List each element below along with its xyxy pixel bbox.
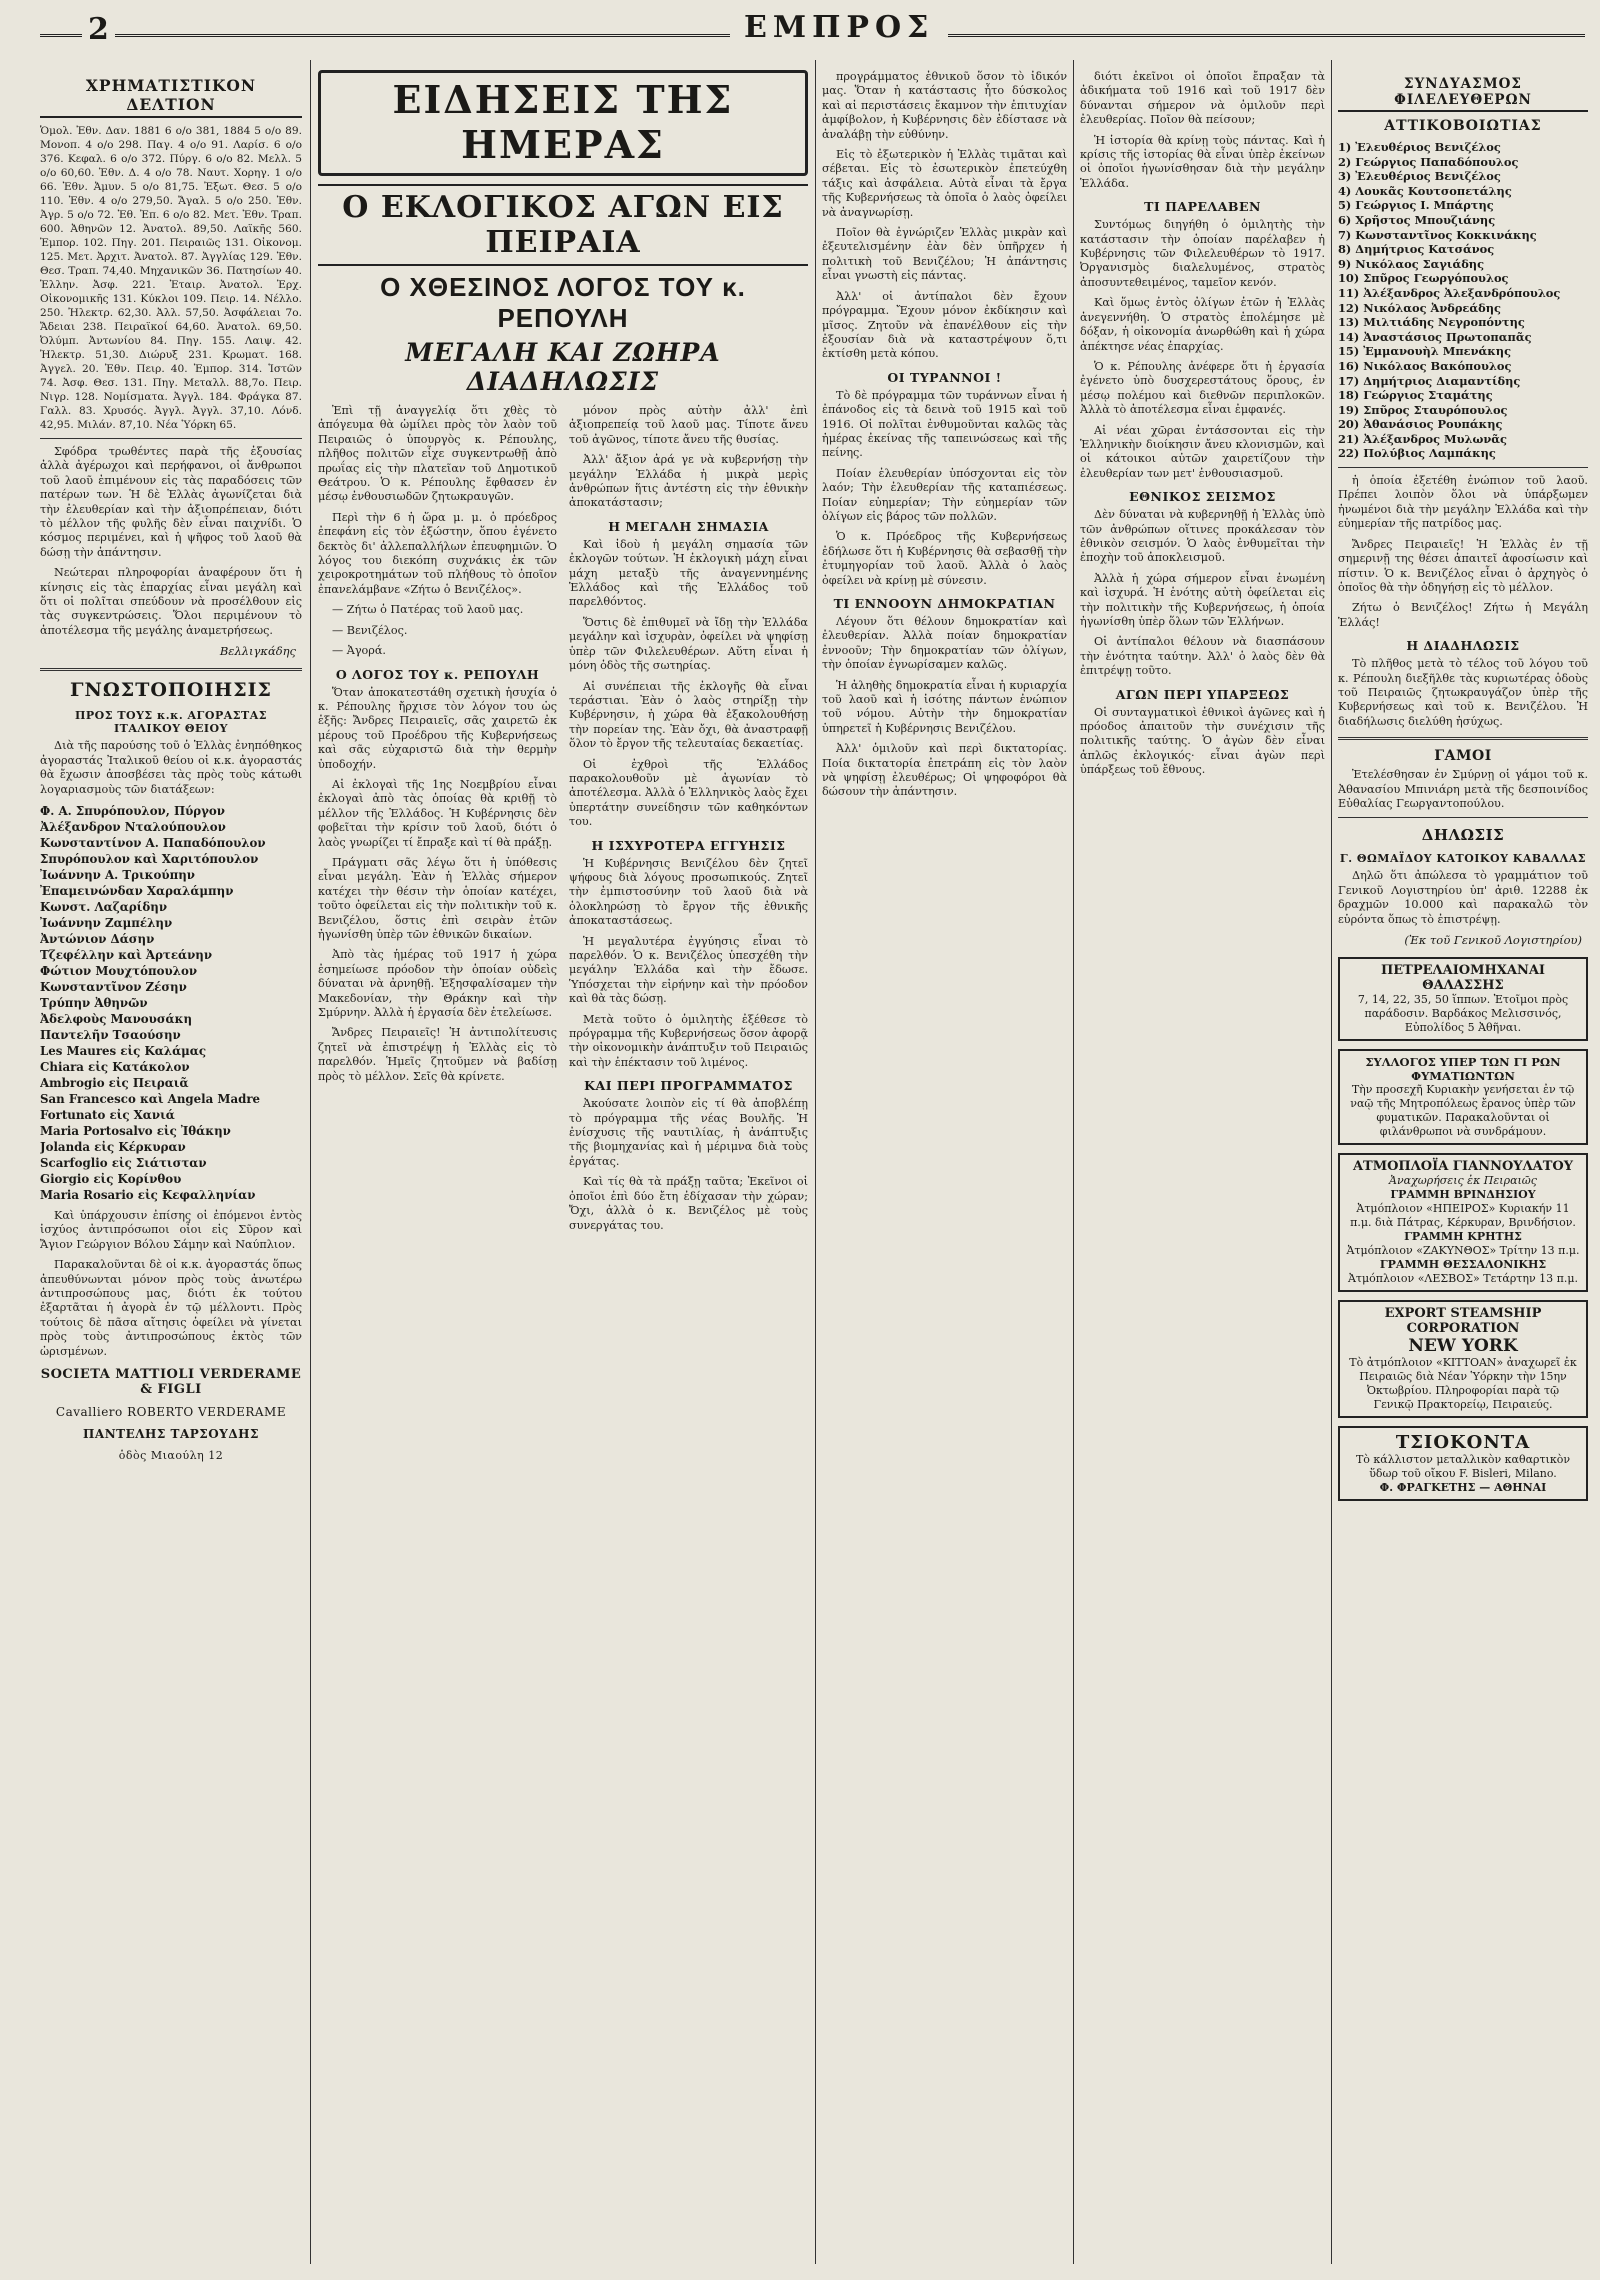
list-item: Maria Portosalvo εἰς Ἰθάκην bbox=[40, 1123, 231, 1138]
section-text bbox=[569, 1097, 808, 1233]
paragraph: Εἰς τὸ ἐξωτερικὸν ἡ Ἑλλὰς τιμᾶται καὶ σέβεται. Εἰς τὸ ἐσωτερικὸν ἐπετεύχθη τάξις καὶ ἀσφάλεια. Αὐτὰ εἶναι τὰ ἔργα τῆς Κυβερνήσεως τὰ ὁποῖα ὁ λαὸς ὀφείλει νὰ ἀναγνωρίσῃ. bbox=[822, 148, 1067, 219]
paragraph: — Ζήτω ὁ Πατέρας τοῦ λαοῦ μας. bbox=[332, 603, 524, 617]
list-item: Ἀλέξανδρον Νταλούπουλον bbox=[40, 819, 226, 834]
paragraph: Ἀλλ' ὁμιλοῦν καὶ περὶ δικτατορίας. Ποία δικτατορία ἐπετράπη εἰς τὸν λαὸν νὰ ψηφίσῃ ἐλευθέρως; Οἱ ψηφοφόροι θὰ δώσουν τὴν ἀπάντησιν. bbox=[822, 742, 1067, 799]
declaration-title: ΔΗΛΩΣΙΣ bbox=[1421, 826, 1505, 845]
paragraph: Ἡ μεγαλυτέρα ἐγγύησις εἶναι τὸ παρελθόν. Ὁ κ. Βενιζέλος ὑπεσχέθη τὴν μεγάλην Ἑλλάδα καὶ τὴν ἔδωσε. Ὑπόσχεται τὴν εἰρήνην καὶ τὴν πρόοδον καὶ θὰ τὰς δώσῃ. bbox=[569, 934, 808, 1006]
column-2 bbox=[318, 70, 808, 2260]
section-banner-text: ΕΙΔΗΣΕΙΣ ΤΗΣ ΗΜΕΡΑΣ bbox=[392, 77, 734, 167]
article-continued bbox=[569, 404, 808, 511]
section-text bbox=[1080, 218, 1325, 481]
list-item: Τρύπην Ἀθηνῶν bbox=[40, 995, 148, 1010]
divider bbox=[1338, 737, 1588, 740]
paragraph: Οἱ συνταγματικοὶ ἐθνικοὶ ἀγῶνες καὶ ἡ πρόοδος ἀπαιτοῦν τὴν συνέχισιν τῆς πολιτικῆς ταύτης. Ὁ ἀγὼν δὲν εἶναι ἁπλῶς ἐκλογικός· εἶναι ἀγὼν περὶ ὑπάρξεως τοῦ ἔθνους. bbox=[1080, 705, 1325, 777]
candidates-list bbox=[1338, 140, 1588, 461]
ad-text: Τὸ ἀτμόπλοιον «ΚΙΤΤΟΑΝ» ἀναχωρεῖ ἐκ Πειραιῶς διὰ Νέαν Ὑόρκην τὴν 15ην Ὀκτωβρίου. Πληροφορίαι παρὰ τῷ Γενικῷ Πρακτορείῳ, Πειραιεύς. bbox=[1349, 1356, 1577, 1411]
section-text bbox=[1080, 706, 1325, 778]
section-heading: Ο ΛΟΓΟΣ ΤΟΥ κ. ΡΕΠΟΥΛΗ bbox=[335, 666, 540, 682]
declaration-text: Δηλῶ ὅτι ἀπώλεσα τὸ γραμμάτιον τοῦ Γενικοῦ Λογιστηρίου ὑπ' ἀριθ. 12288 ἐκ δραχμῶν 10.000 καὶ παρακαλῶ τὸν εὑρόντα ὅπως τὸ ἐπιστρέψῃ. bbox=[1338, 869, 1588, 926]
column-divider bbox=[310, 60, 311, 2264]
masthead-strip bbox=[40, 10, 1585, 54]
paragraph: Καὶ ὅμως ἐντὸς ὀλίγων ἐτῶν ἡ Ἑλλὰς ἀνεγεννήθη. Ὁ στρατὸς ἐπολέμησε μὲ δόξαν, ἡ οἰκονομία ἀνωρθώθη καὶ ἡ χώρα ἀπέκτησε νέας ἐπαρχίας. bbox=[1080, 296, 1325, 353]
section-heading: ΕΘΝΙΚΟΣ ΣΕΙΣΜΟΣ bbox=[1129, 489, 1276, 505]
paragraph: Ἡ Κυβέρνησις Βενιζέλου δὲν ζητεῖ ψήφους διὰ λόγους προσωπικούς. Ζητεῖ τὴν ἐμπιστοσύνην τοῦ λαοῦ διὰ νὰ ὁλοκληρώσῃ τὸ ἔργον τῆς ἐθνικῆς ἀποκαταστάσεως. bbox=[569, 856, 808, 928]
list-item: 10) Σπῦρος Γεωργόπουλος bbox=[1338, 271, 1509, 286]
paragraph: Ζήτω ὁ Βενιζέλος! Ζήτω ἡ Μεγάλη Ἑλλάς! bbox=[1338, 601, 1588, 629]
list-item: 14) Ἀναστάσιος Πρωτοπαπᾶς bbox=[1338, 329, 1532, 344]
column-4 bbox=[1080, 70, 1325, 2260]
ad-signature: Φ. ΦΡΑΓΚΕΤΗΣ — ΑΘΗΝΑΙ bbox=[1379, 1481, 1547, 1494]
advertisement bbox=[1338, 1300, 1588, 1418]
list-item: Τζεφέλλην καὶ Ἀρτεάνην bbox=[40, 947, 213, 962]
paragraph: ἡ ὁποία ἐξετέθη ἐνώπιον τοῦ λαοῦ. Πρέπει λοιπὸν ὅλοι νὰ ὑπάρξωμεν ἡνωμένοι διὰ τὴν μεγάλην Ἑλλάδα καὶ τὴν εὐημερίαν τῆς πατρίδος μας. bbox=[1338, 474, 1588, 531]
agents-list bbox=[40, 803, 302, 1203]
list-item: 4) Λουκᾶς Κουτσοπετάλης bbox=[1338, 183, 1512, 198]
advertisement bbox=[1338, 957, 1588, 1041]
paragraph: Αἱ νέαι χῶραι ἐντάσσονται εἰς τὴν Ἑλληνικὴν διοίκησιν ἄνευ κλονισμῶν, καὶ οἱ κάτοικοι αὐτῶν χαιρετίζουν τὴν ἐλευθερίαν των μετ' ἐνθουσιασμοῦ. bbox=[1080, 423, 1325, 480]
paragraph: Καὶ ἰδοὺ ἡ μεγάλη σημασία τῶν ἐκλογῶν τούτων. Ἡ ἐκλογικὴ μάχη εἶναι μάχη μεταξὺ τῆς ἀναγεννημένης Ἑλλάδος καὶ τῆς Ἑλλάδος τοῦ παρελθόντος. bbox=[569, 537, 808, 609]
article-continued bbox=[1080, 70, 1325, 191]
paper-name: ΕΜΠΡΟΣ bbox=[730, 10, 948, 45]
section-heading: ΤΙ ΕΝΝΟΟΥΝ ΔΗΜΟΚΡΑΤΙΑΝ bbox=[833, 596, 1056, 611]
section-text bbox=[822, 389, 1067, 588]
paragraph: Ἀλλὰ ἡ χώρα σήμερον εἶναι ἑνωμένη καὶ ἰσχυρά. Ἡ ἑνότης αὐτὴ ὀφείλεται εἰς τὴν πολιτικὴν τῆς Κυβερνήσεως, ἡ ὁποία ἠγωνίσθη ὑπὲρ ὅλων τῶν Ἑλλήνων. bbox=[1080, 571, 1325, 628]
article-columns bbox=[318, 404, 808, 1239]
paragraph: προγράμματος ἐθνικοῦ ὅσον τὸ ἰδικόν μας. Ὅταν ἡ κατάστασις ἦτο δύσκολος καὶ αἱ περιστάσεις ἔκαμνον τὴν ἐπιτυχίαν ἀμφίβολον, ἡ Κυβέρνησις δὲν ἐδίστασε νὰ ἀναλάβῃ τὴν εὐθύνην. bbox=[822, 70, 1067, 141]
ad-line: Ἀτμόπλοιον «ΗΠΕΙΡΟΣ» Κυριακήν 11 π.μ. διὰ Πάτρας, Κέρκυραν, Βρινδήσιον. bbox=[1350, 1202, 1576, 1229]
paragraph: Ἡ ἀληθὴς δημοκρατία εἶναι ἡ κυριαρχία τοῦ λαοῦ καὶ ἡ ἰσότης πάντων ἐνώπιον τοῦ νόμου. Αὐτὴν τὴν δημοκρατίαν ὑπηρετεῖ ἡ Κυβέρνησις Βενιζέλου. bbox=[822, 678, 1067, 735]
paragraph: Ὅταν ἀποκατεστάθη σχετικὴ ἡσυχία ὁ κ. Ρέπουλης ἤρχισε τὸν λόγον του ὡς ἑξῆς: Ἄνδρες Πειραιεῖς, σᾶς χαιρετῶ ἐκ μέρους τοῦ Προέδρου τῆς Κυβερνήσεως καὶ σᾶς εὐχαριστῶ διὰ τὴν θερμὴν ὑποδοχήν. bbox=[318, 685, 557, 771]
paragraph: Ἄνδρες Πειραιεῖς! Ἡ Ἑλλὰς ἐν τῇ σημερινῇ της θέσει ἀπαιτεῖ ἀφοσίωσιν καὶ πίστιν. Ὁ κ. Βενιζέλος εἶναι ὁ ἀρχηγὸς ὁ ὁποῖος θὰ τὴν ὁδηγήσῃ εἰς τὸ μέλλον. bbox=[1338, 537, 1588, 594]
list-item: 12) Νικόλαος Ἀνδρεάδης bbox=[1338, 300, 1501, 315]
ticket-region: ΑΤΤΙΚΟΒΟΙΩΤΙΑΣ bbox=[1384, 118, 1542, 134]
page-number: 2 bbox=[82, 12, 115, 47]
advertisement bbox=[1338, 1426, 1588, 1501]
list-item: Φ. Α. Σπυρόπουλον, Πύργον bbox=[40, 803, 225, 818]
ad-line: Ἀτμόπλοιον «ΛΕΣΒΟΣ» Τετάρτην 13 π.μ. bbox=[1347, 1272, 1579, 1285]
section-heading: ΑΓΩΝ ΠΕΡΙ ΥΠΑΡΞΕΩΣ bbox=[1115, 686, 1290, 702]
sub-headline-italic: ΜΕΓΑΛΗ ΚΑΙ ΖΩΗΡΑ ΔΙΑΔΗΛΩΣΙΣ bbox=[405, 338, 721, 396]
list-item: Σπυρόπουλον καὶ Χαριτόπουλον bbox=[40, 851, 259, 866]
divider bbox=[1338, 817, 1588, 818]
section-heading: Η ΔΙΑΔΗΛΩΣΙΣ bbox=[1406, 638, 1520, 654]
ad-title: ΤΣΙΟΚΟΝΤΑ bbox=[1395, 1432, 1531, 1453]
paragraph: Δὲν δύναται νὰ κυβερνηθῇ ἡ Ἑλλὰς ὑπὸ τῶν ἀνθρώπων οἵτινες προκάλεσαν τὸν ἐθνικὸν σεισμόν. Ὁ λαὸς ἐνθυμεῖται τὴν ἐποχὴν τοῦ ἀποκλεισμοῦ. bbox=[1080, 508, 1325, 565]
notice-subtitle: ΠΡΟΣ ΤΟΥΣ κ.κ. ΑΓΟΡΑΣΤΑΣ ΙΤΑΛΙΚΟΥ ΘΕΙΟΥ bbox=[74, 709, 268, 736]
company-owner: Cavalliero ROBERTO VERDERAME bbox=[55, 1404, 287, 1419]
company-agent: ΠΑΝΤΕΛΗΣ ΤΑΡΣΟΥΔΗΣ bbox=[83, 1426, 259, 1441]
list-item: Les Maures εἰς Καλάμας bbox=[40, 1043, 207, 1058]
column-divider bbox=[1331, 60, 1332, 2264]
paragraph: — Βενιζέλος. bbox=[332, 623, 408, 637]
declaration-subtitle: Γ. ΘΩΜΑΪΔΟΥ ΚΑΤΟΙΚΟΥ ΚΑΒΑΛΛΑΣ bbox=[1339, 852, 1587, 866]
paragraph: — Ἀγορά. bbox=[332, 644, 386, 658]
list-item: Κωνσταντίνον Α. Παπαδόπουλον bbox=[40, 835, 266, 850]
article-left-column bbox=[318, 404, 557, 1239]
paragraph: Ἐπὶ τῇ ἀναγγελίᾳ ὅτι χθὲς τὸ ἀπόγευμα θὰ ὡμίλει πρὸς τὸν λαὸν τοῦ Πειραιῶς ὁ ὑπουργὸς κ. Ρέπουλης, πλῆθος πολιτῶν εἶχε συγκεντρωθῇ ἀπὸ πρωΐας εἰς τὴν πλατεῖαν τοῦ Δημοτικοῦ Θεάτρου. Ὁ κ. Ρέπουλης ἔφθασεν ἐν μέσῳ ἐνθουσιωδῶν ζητωκραυγῶν. bbox=[318, 404, 557, 504]
article-text: Σφόδρα τρωθέντες παρὰ τῆς ἐξουσίας ἀλλὰ ἀγέρωχοι καὶ περήφανοι, οἱ ἄνθρωποι τοῦ λαοῦ ἐπιμένουν εἰς τὰς παραδόσεις τῶν πατέρων των. Ἡ δὲ Ἑλλὰς ἀγωνίζεται διὰ τὴν ἐλευθερίαν καὶ τὴν ἀξιοπρέπειαν, διότι τὸ μέλλον τῆς φυλῆς δὲν εἶναι παιχνίδι. Ὁ κόσμος περιμένει, καὶ ἡ ψῆφος τοῦ λαοῦ θὰ δώσῃ τὴν ἀπάντησιν. bbox=[40, 445, 302, 559]
paragraph: Ἡ ἱστορία θὰ κρίνῃ τοὺς πάντας. Καὶ ἡ κρίσις τῆς ἱστορίας θὰ εἶναι ὑπὲρ ἐκείνων οἱ ὁποῖοι ἠγωνίσθησαν διὰ τὴν μεγάλην Ἑλλάδα. bbox=[1080, 133, 1325, 190]
notice-text: Καὶ ὑπάρχουσιν ἐπίσης οἱ ἐπόμενοι ἐντὸς ἰσχύος ἀντιπρόσωποι οἷοι εἰς Σῦρον καὶ Ἄγιον Γεώργιον Βόλου Σάμην καὶ Ναύπλιον. bbox=[40, 1208, 302, 1251]
section-text bbox=[822, 615, 1067, 800]
paragraph: Ὅστις δὲ ἐπιθυμεῖ νὰ ἴδῃ τὴν Ἑλλάδα μεγάλην καὶ ἰσχυρὰν, ὀφείλει νὰ ψηφίσῃ ὑπὲρ τῶν Φιλελευθέρων. Αὕτη εἶναι ἡ μόνη ὁδὸς τῆς σωτηρίας. bbox=[569, 615, 808, 673]
article-signature: Βελλιγκάδης bbox=[219, 644, 296, 659]
declaration-signature: (Ἐκ τοῦ Γενικοῦ Λογιστηρίου) bbox=[1404, 933, 1582, 947]
section-text: Τὸ πλῆθος μετὰ τὸ τέλος τοῦ λόγου τοῦ κ. Ρέπουλη διεξῆλθε τὰς κυριωτέρας ὁδοὺς τοῦ Πειραιῶς ζητωκραυγάζον ὑπὲρ τῆς Κυβερνήσεως καὶ τοῦ κ. Βενιζέλου. Ἡ διαδήλωσις διελύθη ἡσύχως. bbox=[1338, 657, 1588, 728]
list-item: Chiara εἰς Κατάκολον bbox=[40, 1059, 190, 1074]
ad-lines bbox=[1346, 1188, 1580, 1286]
list-item: 11) Ἀλέξανδρος Ἀλεξανδρόπουλος bbox=[1338, 285, 1561, 300]
paragraph: Μετὰ τοῦτο ὁ ὁμιλητὴς ἐξέθεσε τὸ πρόγραμμα τῆς Κυβερνήσεως ὅσον ἀφορᾷ τὴν οἰκονομικὴν ἀνάπτυξιν τοῦ Πειραιῶς καὶ τὴν ἐπέκτασιν τοῦ λιμένος. bbox=[569, 1012, 808, 1069]
paragraph: μόνον πρὸς αὐτὴν ἀλλ' ἐπὶ ἀξιοπρεπείᾳ τοῦ λαοῦ μας. Τίποτε ἄνευ τοῦ ἀγῶνος, τίποτε ἄνευ τῆς θυσίας. bbox=[569, 404, 808, 446]
section-heading: Η ΜΕΓΑΛΗ ΣΗΜΑΣΙΑ bbox=[608, 518, 769, 534]
list-item: Ἀδελφοὺς Μανουσάκη bbox=[40, 1011, 193, 1026]
list-item: 5) Γεώργιος Ι. Μπάρτης bbox=[1338, 198, 1494, 213]
article-intro bbox=[318, 404, 557, 659]
paragraph: Τὸ δὲ πρόγραμμα τῶν τυράννων εἶναι ἡ ἐπάνοδος εἰς τὰ δεινὰ τοῦ 1915 καὶ τοῦ 1916. Οἱ πολῖται ἐνθυμοῦνται καλῶς τὰς ἡμέρας ἐκείνας τῆς ταπεινώσεως καὶ τῆς πείνης. bbox=[822, 388, 1067, 460]
company-address: ὁδὸς Μιαούλη 12 bbox=[118, 1448, 224, 1462]
ad-title: ΠΕΤΡΕΛΑΙΟΜΗΧΑΝΑΙ ΘΑΛΑΣΣΗΣ bbox=[1380, 963, 1546, 993]
paragraph: Ἄνδρες Πειραιεῖς! Ἡ ἀντιπολίτευσις ζητεῖ νὰ ἐπιστρέψῃ ἡ Ἑλλὰς εἰς τὸ παρελθόν. Ἡμεῖς ζητοῦμεν νὰ βαδίσῃ πρὸς τὸ μέλλον. Σεῖς θὰ κρίνετε. bbox=[318, 1026, 557, 1083]
company-name: SOCIETA MATTIOLI VERDERAME & FIGLI bbox=[40, 1366, 302, 1397]
paragraph: Συντόμως διηγήθη ὁ ὁμιλητὴς τὴν κατάστασιν τὴν ὁποίαν παρέλαβεν ἡ Κυβέρνησις τῶν Φιλελευθέρων τὸ 1917. Ὀργανισμὸς διαλελυμένος, στρατὸς ἀποσυντεθειμένος, ταμεῖον κενόν. bbox=[1080, 218, 1325, 289]
speech-text bbox=[318, 686, 557, 1085]
list-item: 18) Γεώργιος Σταμάτης bbox=[1338, 388, 1493, 403]
list-item: Κωνστ. Λαζαρίδην bbox=[40, 899, 168, 914]
list-item: Ambrogio εἰς Πειραιᾶ bbox=[40, 1075, 189, 1090]
section-text: Ἐτελέσθησαν ἐν Σμύρνῃ οἱ γάμοι τοῦ κ. Ἀθανασίου Μπινιάρη μετὰ τῆς δεσποινίδος Εὐθαλίας Γεωργαντοπούλου. bbox=[1338, 768, 1588, 810]
list-item: Jolanda εἰς Κέρκυραν bbox=[40, 1139, 186, 1154]
list-item: Ἰωάννην Ζαμπέλην bbox=[40, 915, 173, 930]
notice-text: Παρακαλοῦνται δὲ οἱ κ.κ. ἀγοραστάς ὅπως ἀπευθύνωνται μόνον πρὸς τοὺς ἀνωτέρω ἀντιπροσώπους μας, διότι ἐκ τούτου ἐξαρτᾶται ἡ ἀγορὰ ἐν τῷ μέλλοντι. Πρὸς τούτοις δὲ πᾶσα αἴτησις ὁφείλει νὰ γίνεται πρὸς τοὺς ἀντιπροσώπους ἐκτὸς τῶν ὡρισμένων. bbox=[40, 1258, 302, 1358]
paragraph: διότι ἐκεῖνοι οἱ ὁποῖοι ἔπραξαν τὰ ἀδικήματα τοῦ 1916 καὶ τοῦ 1917 δὲν δύνανται σήμερον νὰ ὁμιλοῦν περὶ ἐλευθερίας. Ποῖον θὰ πείσουν; bbox=[1080, 70, 1325, 127]
column-divider bbox=[815, 60, 816, 2264]
paragraph: Ἀλλ' ἄξιον ἀρά γε νὰ κυβερνήσῃ τὴν μεγάλην Ἑλλάδα ἡ μικρὰ μερὶς ἀνθρώπων ἥτις ἀντέστη εἰς τὴν ἐθνικὴν ἀποκατάστασιν; bbox=[569, 453, 808, 510]
section-heading: ΓΑΜΟΙ bbox=[1434, 748, 1492, 765]
list-item: Φώτιον Μουχτόπουλον bbox=[40, 963, 198, 978]
section-text bbox=[569, 538, 808, 830]
list-item: 16) Νικόλαος Βακόπουλος bbox=[1338, 358, 1512, 373]
ticket-title: ΣΥΝΔΥΑΣΜΟΣ ΦΙΛΕΛΕΥΘΕΡΩΝ bbox=[1338, 76, 1588, 112]
list-item: 17) Δημήτριος Διαμαντίδης bbox=[1338, 373, 1521, 388]
advertisement bbox=[1338, 1049, 1588, 1145]
list-item: Ἐπαμεινώνδαν Χαραλάμπην bbox=[40, 883, 234, 898]
list-item: 7) Κωνσταντῖνος Κοκκινάκης bbox=[1338, 227, 1537, 242]
list-item: Ἀντώνιον Δάσην bbox=[40, 931, 155, 946]
paragraph: Ποῖον θὰ ἐγνώριζεν Ἑλλὰς μικρὰν καὶ ἐξευτελισμένην ἐὰν δὲν ὑπῆρχεν ἡ πολιτικὴ τοῦ Βενιζέλου; Ἡ ἀπάντησις εἶναι γνωστὴ εἰς πάντας. bbox=[822, 226, 1067, 283]
ad-title: EXPORT STEAMSHIP CORPORATION bbox=[1384, 1306, 1542, 1336]
section-heading: ΟΙ ΤΥΡΑΝΝΟΙ ! bbox=[887, 369, 1002, 385]
list-item: San Francesco καὶ Angela Madre bbox=[40, 1091, 261, 1106]
market-bulletin-text: Ὁμολ. Ἐθν. Δαν. 1881 6 ο/ο 381, 1884 5 ο/ο 89. Μονοπ. 4 ο/ο 298. Παγ. 4 ο/ο 91. Λαρίσ. 6 ο/ο 376. Κεφαλ. 6 ο/ο 372. Πύργ. 6 ο/ο 82. Μελλ. 5 ο/ο 60,60. Ἐθν. Δ. 4 ο/ο 78. Ναυτ. Χορηγ. 1 ο/ο 66. Ἐθν. Ἀμυν. 5 ο/ο 81,75. Ἐξωτ. Θεσ. 5 ο/ο 110. Ἐθν. 4 ο/ο 279,50. Ἄγαλ. 5 ο/ο 250. Ἐθν. Ἀγρ. 5 ο/ο 72. Ἐθ. Ἐπ. 6 ο/ο 82. Μετ. Ἐθν. Τραπ. 600. Ἀθηνῶν 12. Ἀνατολ. 89,50. Λαϊκῆς 560. Ἐμπορ. 102. Πηγ. 201. Πειραιῶς 131. Οἰκονομ. 125. Μετ. Ἀρχιτ. Ἀνατολ. 87. Ἀγγλίας 129. Ἐθν. Θεσ. Τραπ. 74,40. Μηχανικῶν 36. Πατησίων 40. Ἑλλην. Ἀσφ. 221. Ἐταιρ. Ἀνατολ. Ἐρχ. Οἰκονομικῆς 131. Κύκλοι 109. Πειρ. 14. Νέλλο. 250. Ἠλεκτρ. 62,30. Ἀλλ. 57,50. Ἀσφάλειαι 7ο. Ἄδειαι 238. Πειραϊκοί 64,60. Ἀνατολ. 69,50. Ὀλύμπ. Ἀντωνίου 84. Πηγ. 155. Λαιψ. 42. Ἠλεκτρ. 51,30. Διώρυξ 231. Κρωματ. 168. Ἀγγελ. 20. Ἐθν. Πειρ. 40. Ἐμπορ. 314. Ἱστῶν 74. Ἀσφ. Θεσ. 131. Πηγ. Μεταλλ. 88,7ο. Πειρ. Νιγρ. 128. Νομίσματα. Ἀγγλ. 184. Φράγκα 87. Γαλλ. 83. Χρυσός. Ἀγγλ. Ἀγγλ. 37,10. Λόνδ. 42,95. Μιλάν. 87,10. Νέα Ὑόρκη 65. bbox=[40, 125, 302, 431]
list-item: 15) Ἐμμανουὴλ Μπενάκης bbox=[1338, 344, 1512, 359]
list-item: 6) Χρῆστος Μπουζιάνης bbox=[1338, 212, 1496, 227]
section-banner bbox=[318, 70, 808, 176]
ad-subtitle: Ἀναχωρήσεις ἐκ Πειραιῶς bbox=[1389, 1174, 1537, 1187]
section-text bbox=[569, 857, 808, 1071]
section-heading: Η ΙΣΧΥΡΟΤΕΡΑ ΕΓΓΥΗΣΙΣ bbox=[591, 837, 786, 853]
paragraph: Πράγματι σᾶς λέγω ὅτι ἡ ὑπόθεσις εἶναι μεγάλη. Ἐὰν ἡ Ἑλλὰς σήμερον κατέχει τὴν θέσιν τὴν ὁποίαν κατέχει, τοῦτο ὀφείλεται εἰς τὴν πολιτικὴν τοῦ κ. Βενιζέλου, ὅστις ἐπὶ σειρὰν ἐτῶν ἠγωνίσθη ὑπὲρ τῶν ἐθνικῶν δικαίων. bbox=[318, 855, 557, 941]
list-item: 8) Δημήτριος Κατσάνος bbox=[1338, 242, 1495, 257]
paragraph: Οἱ ἀντίπαλοι θέλουν νὰ διασπάσουν τὴν ἑνότητα ταύτην. Ἀλλ' ὁ λαὸς δὲν θὰ ἐπιτρέψῃ τοῦτο. bbox=[1080, 635, 1325, 678]
column-divider bbox=[1073, 60, 1074, 2264]
advertisement bbox=[1338, 1153, 1588, 1292]
list-item: 22) Πολύβιος Λαμπάκης bbox=[1338, 446, 1496, 461]
section-heading: ΚΑΙ ΠΕΡΙ ΠΡΟΓΡΑΜΜΑΤΟΣ bbox=[584, 1078, 793, 1094]
column-3 bbox=[822, 70, 1067, 2260]
ad-line: ΓΡΑΜΜΗ ΒΡΙΝΔΗΣΙΟΥ bbox=[1390, 1188, 1536, 1201]
sub-headline: Ο ΧΘΕΣΙΝΟΣ ΛΟΓΟΣ ΤΟΥ κ. ΡΕΠΟΥΛΗ bbox=[380, 272, 746, 333]
paragraph: Αἱ συνέπειαι τῆς ἐκλογῆς θὰ εἶναι τεράστιαι. Ἐὰν ὁ λαὸς στηρίξῃ τὴν Κυβέρνησιν, ἡ χώρα θὰ ἐξακολουθήσῃ τὴν πορείαν της. Ἐὰν ὄχι, θὰ ἀναστραφῇ ὅλον τὸ ἔργον τῆς τελευταίας δεκαετίας. bbox=[569, 679, 808, 751]
ad-title: ΣΥΛΛΟΓΟΣ ΥΠΕΡ ΤΩΝ ΓΙ ΡΩΝ ΦΥΜΑΤΙΩΝΤΩΝ bbox=[1365, 1055, 1561, 1083]
main-headline: Ο ΕΚΛΟΓΙΚΟΣ ΑΓΩΝ ΕΙΣ ΠΕΙΡΑΙΑ bbox=[318, 184, 808, 266]
list-item: Παντελῆν Τσαούσην bbox=[40, 1027, 181, 1042]
ad-city: NEW YORK bbox=[1408, 1336, 1518, 1356]
list-item: 9) Νικόλαος Σαγιάδης bbox=[1338, 256, 1485, 271]
notice-title: ΓΝΩΣΤΟΠΟΙΗΣΙΣ bbox=[70, 679, 272, 702]
market-bulletin-title: ΧΡΗΜΑΤΙΣΤΙΚΟΝ ΔΕΛΤΙΟΝ bbox=[40, 76, 302, 118]
paragraph: Ἀκούσατε λοιπὸν εἰς τί θὰ ἀποβλέπῃ τὸ πρόγραμμα τῆς νέας Βουλῆς. Ἡ ἐνίσχυσις τῆς ναυτιλίας, ἡ ἀνάπτυξις τῆς βιομηχανίας καὶ ἡ μέριμνα διὰ τοὺς ἐργάτας. bbox=[569, 1097, 808, 1168]
article-continued bbox=[1338, 474, 1588, 630]
paragraph: Αἱ ἐκλογαὶ τῆς 1ης Νοεμβρίου εἶναι ἐκλογαὶ ἀπὸ τὰς ὁποίας θὰ κριθῇ τὸ μέλλον τῆς Ἑλλάδος. Ἡ Κυβέρνησις δὲν φοβεῖται τὴν κρίσιν τοῦ λαοῦ, διότι ὁ λαὸς γνωρίζει τί ἔπραξε καὶ τί θὰ πράξῃ. bbox=[318, 777, 557, 849]
list-item: 13) Μιλτιάδης Νεγροπόντης bbox=[1338, 315, 1525, 330]
divider bbox=[40, 438, 302, 439]
list-item: 2) Γεώργιος Παπαδόπουλος bbox=[1338, 154, 1519, 169]
paragraph: Ὁ κ. Ρέπουλης ἀνέφερε ὅτι ἡ ἐργασία ἐγένετο ὑπὸ δυσχερεστάτους ὅρους, ἐν μέσῳ πολέμου καὶ διεθνῶν περιπλοκῶν. Ἀλλὰ τὸ ἀποτέλεσμα εἶναι ἐμφανές. bbox=[1080, 359, 1325, 417]
divider bbox=[1338, 467, 1588, 468]
list-item: 20) Ἀθανάσιος Ρουπάκης bbox=[1338, 417, 1503, 432]
list-item: Κωνσταντῖνον Ζέσην bbox=[40, 979, 187, 994]
article-text: Νεώτεραι πληροφορίαι ἀναφέρουν ὅτι ἡ κίνησις εἰς τὰς ἐπαρχίας εἶναι μεγάλη καὶ ὅτι οἱ πολῖται σπεύδουν νὰ προσέλθουν εἰς τὰς συγκεντρώσεις. Ὅλοι περιμένουν τὸ ἀποτέλεσμα τῆς μεγάλης ἀναμετρήσεως. bbox=[40, 566, 302, 637]
paragraph: Καὶ τίς θὰ τὰ πράξῃ ταῦτα; Ἐκεῖνοι οἱ ὁποῖοι ἐπὶ δύο ἔτη ἐδίχασαν τὴν χώραν; Ὄχι, ἀλλὰ ὁ κ. Βενιζέλος μὲ τοὺς συνεργάτας του. bbox=[569, 1175, 808, 1232]
column-1 bbox=[40, 70, 302, 2260]
paragraph: Λέγουν ὅτι θέλουν δημοκρατίαν καὶ ἐλευθερίαν. Ἀλλὰ ποίαν δημοκρατίαν ἐννοοῦν; Τὴν δημοκρατίαν τῶν ὀλίγων, τὴν ὁποίαν ἐγνωρίσαμεν καλῶς. bbox=[822, 615, 1067, 672]
list-item: Ἰωάννην Α. Τρικούπην bbox=[40, 867, 195, 882]
list-item: Fortunato εἰς Χανιά bbox=[40, 1107, 175, 1122]
list-item: 1) Ἐλευθέριος Βενιζέλος bbox=[1338, 140, 1501, 154]
ad-text: Τὸ κάλλιστον μεταλλικὸν καθαρτικὸν ὕδωρ τοῦ οἴκου F. Bisleri, Milano. bbox=[1355, 1453, 1571, 1480]
list-item: Maria Rosario εἰς Κεφαλληνίαν bbox=[40, 1187, 256, 1202]
ad-text: Τὴν προσεχῆ Κυριακὴν γενήσεται ἐν τῷ ναῷ τῆς Μητροπόλεως ἔρανος ὑπὲρ τῶν φυματικῶν. Παρακαλοῦνται οἱ φιλάνθρωποι νὰ συνδράμουν. bbox=[1350, 1083, 1576, 1138]
paragraph: Ὁ κ. Πρόεδρος τῆς Κυβερνήσεως ἐδήλωσε ὅτι ἡ Κυβέρνησις θὰ σεβασθῇ τὴν ἐτυμηγορίαν τοῦ λαοῦ. Ἀλλὰ ὁ λαὸς ὀφείλει νὰ κρίνῃ μὲ σύνεσιν. bbox=[822, 530, 1067, 587]
paragraph: Ἀλλ' οἱ ἀντίπαλοι δὲν ἔχουν πρόγραμμα. Ἔχουν μόνον ἐκδίκησιν καὶ μῖσος. Ζητοῦν νὰ ἐπανέλθουν εἰς τὴν ἐξουσίαν διὰ νὰ καταστρέψουν ὅ,τι ἐκτίσθη μετὰ κόπου. bbox=[822, 289, 1067, 361]
paragraph: Ἀπὸ τὰς ἡμέρας τοῦ 1917 ἡ χώρα ἐσημείωσε πρόοδον τὴν ὁποίαν οὐδεὶς δύναται νὰ ἀρνηθῇ. Ἐξησφαλίσαμεν τὴν Μακεδονίαν, τὴν Θράκην καὶ τὴν Σμύρνην. Ἀλλὰ ἡ ἐργασία δὲν ἐτελείωσε. bbox=[318, 948, 557, 1020]
ad-line: ΓΡΑΜΜΗ ΘΕΣΣΑΛΟΝΙΚΗΣ bbox=[1379, 1258, 1547, 1271]
ad-text: 7, 14, 22, 35, 50 ἵππων. Ἑτοῖμοι πρὸς παράδοσιν. Βαρδάκος Μελισσινός, Εὐπολίδος 5 Ἀθῆναι. bbox=[1357, 993, 1569, 1034]
paragraph: Περὶ τὴν 6 ἡ ὥρα μ. μ. ὁ πρόεδρος ἐπεφάνη εἰς τὸν ἐξώστην, ὅπου ἐγένετο δεκτὸς δι' ἀλλεπαλλήλων ἐπευφημιῶν. Ὁ λόγος του διεκόπη συχνάκις ἐκ τῶν χειροκροτημάτων τοῦ πλήθους τὸ ὁποῖον ἐπανελάμβανε «Ζήτω ὁ Βενιζέλος». bbox=[318, 510, 557, 596]
article-right-column bbox=[569, 404, 808, 1239]
list-item: 21) Ἀλέξανδρος Μυλωνᾶς bbox=[1338, 431, 1507, 446]
section-heading: ΤΙ ΠΑΡΕΛΑΒΕΝ bbox=[1144, 199, 1261, 215]
list-item: Giorgio εἰς Κορίνθου bbox=[40, 1171, 182, 1186]
notice-text: Διὰ τῆς παρούσης τοῦ ὁ Ἑλλὰς ἐνηπόθηκος ἀγοραστάς Ἰταλικοῦ θείου οἱ κ.κ. ἀγοραστάς θὰ ἔχωσιν ἀποσβέσει τὰς πρὸς τοὺς κάτωθι λογαριασμοὺς τῶν διατάξεων: bbox=[40, 739, 302, 796]
divider bbox=[40, 668, 302, 671]
section-text bbox=[1080, 508, 1325, 678]
ad-line: ΓΡΑΜΜΗ ΚΡΗΤΗΣ bbox=[1404, 1230, 1522, 1243]
column-5 bbox=[1338, 70, 1588, 2260]
list-item: 19) Σπῦρος Σταυρόπουλος bbox=[1338, 402, 1508, 417]
article-continued bbox=[822, 70, 1067, 362]
ad-line: Ἀτμόπλοιον «ΖΑΚΥΝΘΟΣ» Τρίτην 13 π.μ. bbox=[1346, 1244, 1580, 1257]
list-item: Scarfoglio εἰς Σιάτισταν bbox=[40, 1155, 207, 1170]
list-item: 3) Ἐλευθέριος Βενιζέλος bbox=[1338, 169, 1501, 184]
ad-title: ΑΤΜΟΠΛΟΪΑ ΓΙΑΝΝΟΥΛΑΤΟΥ bbox=[1352, 1159, 1574, 1174]
paragraph: Οἱ ἐχθροὶ τῆς Ἑλλάδος παρακολουθοῦν μὲ ἀγωνίαν τὸ ἀποτέλεσμα. Ἀλλὰ ὁ Ἑλληνικὸς λαὸς ἔχει ὑπερτάτην συνείδησιν τῶν καθηκόντων του. bbox=[569, 757, 808, 829]
paragraph: Ποίαν ἐλευθερίαν ὑπόσχονται εἰς τὸν λαόν; Τὴν ἐλευθερίαν τῆς καταπιέσεως. Ποίαν εὐημερίαν; Τὴν εὐημερίαν τῶν ὀλίγων εἰς βάρος τῶν πολλῶν. bbox=[822, 466, 1067, 523]
